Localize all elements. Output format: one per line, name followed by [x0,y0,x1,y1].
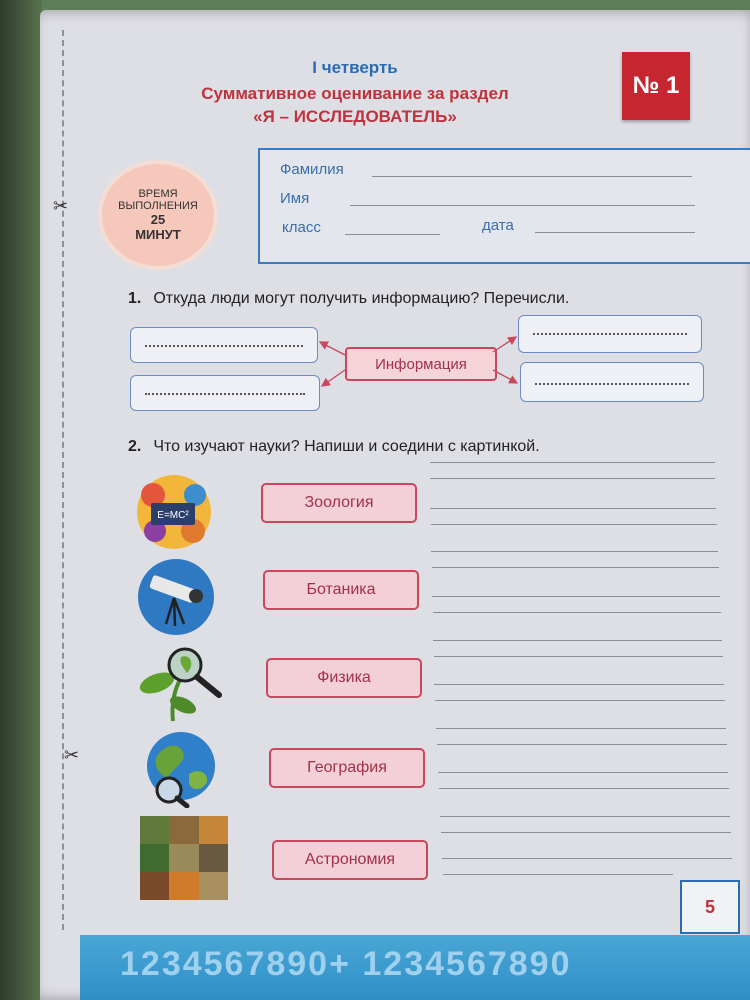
answer-line[interactable] [430,462,715,463]
scissors-icon: ✂ [53,196,69,216]
answer-line[interactable] [435,700,725,701]
answer-line[interactable] [432,596,720,597]
surname-label: Фамилия [280,161,344,178]
answer-line[interactable] [433,612,721,613]
answer-line[interactable] [431,524,717,525]
science-label-botany[interactable]: Ботаника [263,570,419,610]
answer-line[interactable] [442,858,732,859]
name-label: Имя [280,190,310,207]
answer-line[interactable] [439,788,729,789]
answer-line[interactable] [441,832,731,833]
date-label: дата [482,217,514,234]
time-unit: МИНУТ [135,227,181,242]
arrow-icon [322,370,345,386]
answer-line[interactable] [438,772,728,773]
arrow-icon [493,337,516,352]
question-1-number: 1. [128,290,142,307]
answer-line[interactable] [430,478,715,479]
plant-magnifier-image[interactable] [135,643,225,723]
section-title: «Я – ИССЛЕДОВАТЕЛЬ» [253,107,457,126]
science-label-geography[interactable]: География [269,748,425,788]
arrow-icon [493,370,517,383]
science-label-physics[interactable]: Физика [266,658,422,698]
answer-line[interactable] [437,744,727,745]
answer-line[interactable] [434,684,724,685]
answer-line[interactable] [443,874,673,875]
scissors-icon: ✂ [64,745,80,765]
time-minutes: 25 [150,212,166,227]
science-label-zoology[interactable]: Зоология [261,483,417,523]
page-title: Суммативное оценивание за раздел [201,84,509,103]
question-2-number: 2. [128,438,142,455]
animals-collage-image[interactable] [140,816,228,900]
time-label-2: ВЫПОЛНЕНИЯ [118,200,198,212]
answer-line[interactable] [430,508,716,509]
science-label-astronomy[interactable]: Астрономия [272,840,428,880]
quarter-label: I четверть [312,58,398,77]
time-label-1: ВРЕМЯ [138,188,178,200]
decorative-number-band [80,935,750,1000]
answer-line[interactable] [431,551,718,552]
answer-line[interactable] [432,567,719,568]
earth-globe-image[interactable] [143,728,223,808]
answer-line[interactable] [440,816,730,817]
answer-line[interactable] [434,656,723,657]
question-1-text: Откуда люди могут получить информацию? Перечисли. [153,290,570,307]
class-label: класс [282,219,321,236]
physics-collage-image[interactable] [133,473,215,551]
page-number: 5 [680,880,740,934]
band-digits: 1234567890+ 1234567890 [120,945,572,983]
formula-text: E=MC² [157,510,189,521]
answer-line[interactable] [433,640,722,641]
question-2-text: Что изучают науки? Напиши и соедини с картинкой. [153,438,540,455]
telescope-image[interactable] [136,558,216,636]
assessment-number-badge: № 1 [622,52,690,120]
question-2 [128,438,540,456]
answer-line[interactable] [436,728,726,729]
information-label: Информация [345,347,497,381]
arrow-icon [320,342,345,355]
